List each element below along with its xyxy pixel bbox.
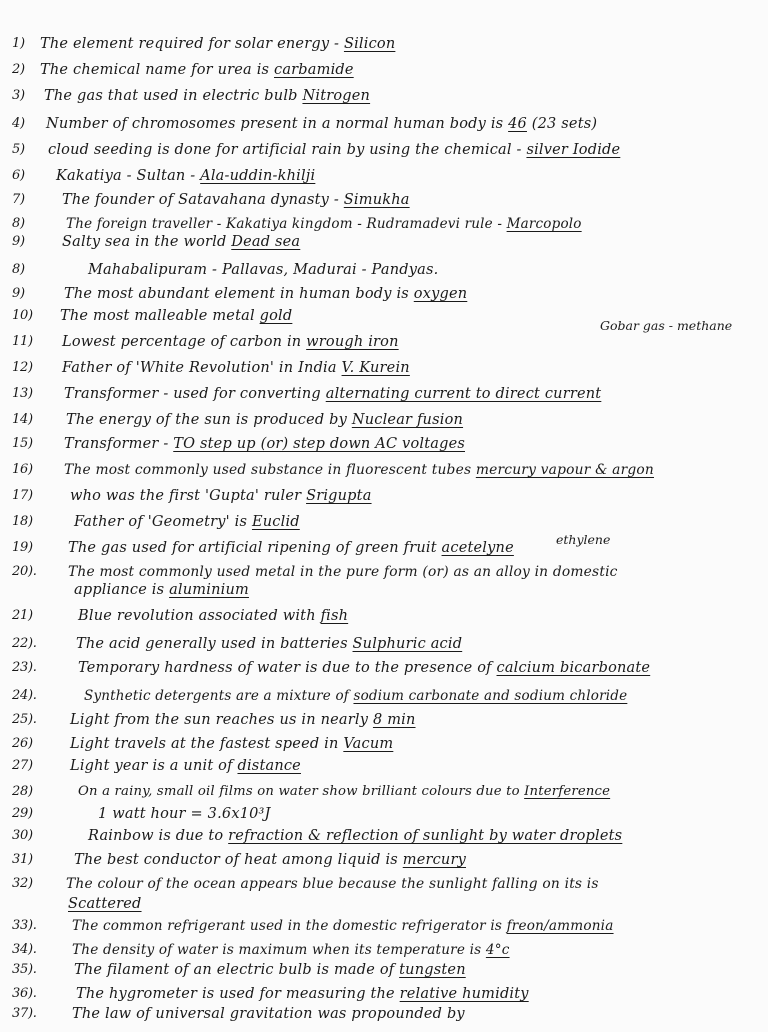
item-answer: wrough iron (306, 334, 399, 350)
list-item (0, 852, 768, 878)
item-number: 16) (12, 462, 33, 477)
list-item (0, 636, 768, 662)
item-text: The filament of an electric bulb is made of tungsten (74, 962, 466, 978)
item-number: 6) (12, 168, 25, 183)
item-text: The energy of the sun is produced by Nuclear fusion (66, 412, 464, 428)
item-number: 17) (12, 488, 33, 503)
margin-note-gobar: Gobar gas - methane (600, 318, 733, 333)
item-answer: Dead sea (231, 234, 301, 250)
item-number: 25). (12, 712, 37, 727)
list-item (0, 462, 768, 488)
item-answer: freon/ammonia (506, 918, 614, 934)
item-text: Transformer - TO step up (or) step down AC voltages (64, 436, 465, 452)
list-item (0, 62, 768, 88)
list-item (0, 192, 768, 218)
item-text: The gas that used in electric bulb Nitrogen (44, 88, 371, 104)
item-number: 8) (12, 262, 25, 277)
item-answer: distance (237, 758, 301, 774)
item-number: 5) (12, 142, 25, 157)
item-answer: Nitrogen (302, 88, 371, 104)
list-item (0, 360, 768, 386)
list-item (0, 36, 768, 62)
item-answer: Sulphuric acid (352, 636, 463, 652)
item-number: 33). (12, 918, 37, 933)
list-item (0, 386, 768, 412)
item-answer: Interference (524, 784, 611, 799)
item-text: Synthetic detergents are a mixture of sodium carbonate and sodium chloride (84, 688, 628, 704)
margin-note-ethylene: ethylene (556, 532, 611, 547)
item-text: The law of universal gravitation was propounded by (72, 1006, 465, 1022)
item-text: Temporary hardness of water is due to the presence of calcium bicarbonate (78, 660, 651, 676)
item-number: 36). (12, 986, 37, 1001)
item-text: The most abundant element in human body is oxygen (64, 286, 468, 302)
list-item (0, 828, 768, 854)
item-answer: Simukha (343, 192, 410, 208)
item-number: 21) (12, 608, 33, 623)
item-number: 29) (12, 806, 33, 821)
list-item (0, 88, 768, 114)
item-text (68, 896, 142, 912)
list-item (0, 540, 768, 566)
item-answer: Ala-uddin-khilji (200, 168, 316, 184)
item-answer: carbamide (274, 62, 354, 78)
item-answer: 46 (508, 116, 527, 132)
item-text: Kakatiya - Sultan - Ala-uddin-khilji (56, 168, 316, 184)
list-item (0, 436, 768, 462)
item-answer: acetelyne (441, 540, 514, 556)
item-text: cloud seeding is done for artificial rain by using the chemical - silver Iodide (48, 142, 621, 158)
item-number: 1) (12, 36, 25, 51)
list-item (0, 234, 768, 260)
item-number: 28) (12, 784, 33, 799)
list-item (0, 712, 768, 738)
item-text: The most commonly used substance in fluorescent tubes mercury vapour & argon (64, 462, 654, 478)
item-answer: oxygen (413, 286, 468, 302)
item-number: 27) (12, 758, 33, 773)
list-item (0, 142, 768, 168)
item-answer: Euclid (251, 514, 300, 530)
item-number: 14) (12, 412, 33, 427)
item-text: Light travels at the fastest speed in Vacum (70, 736, 394, 752)
item-text: Lowest percentage of carbon in wrough iron (62, 334, 399, 350)
item-text: Number of chromosomes present in a normal human body is 46 (23 sets) (46, 116, 598, 132)
item-text: Mahabalipuram - Pallavas, Madurai - Pandyas. (88, 262, 439, 278)
item-text: The chemical name for urea is carbamide (40, 62, 354, 78)
item-answer: refraction & reflection of sunlight by water droplets (228, 828, 623, 844)
item-number: 2) (12, 62, 25, 77)
item-number: 26) (12, 736, 33, 751)
list-item (0, 116, 768, 142)
item-answer: Sriguptа (306, 488, 372, 504)
list-item (0, 962, 768, 988)
item-number: 13) (12, 386, 33, 401)
item-number: 23). (12, 660, 37, 675)
item-number: 12) (12, 360, 33, 375)
item-text: The founder of Satavahana dynasty - Simukha (62, 192, 410, 208)
list-item (0, 1006, 768, 1032)
item-text: The most commonly used metal in the pure form (or) as an alloy in domestic (68, 564, 618, 580)
list-item (0, 488, 768, 514)
item-answer: relative humidity (399, 986, 529, 1002)
item-text: Light year is a unit of distance (70, 758, 301, 774)
item-answer: sodium carbonate and sodium chloride (353, 688, 628, 704)
item-answer: Scattered (68, 896, 142, 912)
item-answer: fish (320, 608, 349, 624)
list-item (0, 262, 768, 288)
item-answer: tungsten (399, 962, 466, 978)
item-text: The colour of the ocean appears blue because the sunlight falling on its is (66, 876, 599, 892)
list-item (0, 758, 768, 784)
item-text: The common refrigerant used in the domestic refrigerator is freon/ammonia (72, 918, 614, 934)
item-answer: Silicon (343, 36, 396, 52)
item-answer: Marcopolo (506, 216, 582, 232)
item-number: 15) (12, 436, 33, 451)
item-number: 3) (12, 88, 25, 103)
item-number: 32) (12, 876, 33, 891)
item-answer: silver Iodide (526, 142, 621, 158)
item-text: Transformer - used for converting alternating current to direct current (64, 386, 602, 402)
list-item (0, 660, 768, 686)
item-text: The element required for solar energy - Silicon (40, 36, 396, 52)
item-answer: gold (259, 308, 293, 324)
item-text: The density of water is maximum when its temperature is 4°c (72, 942, 510, 958)
item-number: 8) (12, 216, 25, 231)
item-answer: TO step up (or) step down AC voltages (173, 436, 465, 452)
list-item (0, 412, 768, 438)
item-number: 7) (12, 192, 25, 207)
item-answer: 4°c (485, 942, 510, 958)
item-number: 11) (12, 334, 33, 349)
list-item (0, 334, 768, 360)
item-number: 20). (12, 564, 37, 579)
item-text: Salty sea in the world Dead sea (62, 234, 301, 250)
item-answer: mercury (402, 852, 466, 868)
item-number: 9) (12, 286, 25, 301)
item-text: On a rainy, small oil films on water show brilliant colours due to Interference (78, 784, 611, 799)
item-text: The most malleable metal gold (60, 308, 293, 324)
item-number: 4) (12, 116, 25, 131)
item-number: 24). (12, 688, 37, 703)
list-item (0, 514, 768, 540)
item-number: 10) (12, 308, 33, 323)
item-answer: mercury vapour & argon (475, 462, 654, 478)
item-text: The foreign traveller - Kakatiya kingdom - Rudramadevi rule - Marcopolo (66, 216, 582, 232)
item-text: Father of 'White Revolution' in India V. Kurein (62, 360, 410, 376)
item-number: 35). (12, 962, 37, 977)
item-number: 34). (12, 942, 37, 957)
item-number: 31) (12, 852, 33, 867)
list-item (0, 918, 768, 944)
item-text: Father of 'Geometry' is Euclid (74, 514, 300, 530)
item-text: Rainbow is due to refraction & reflection of sunlight by water droplets (88, 828, 623, 844)
list-item (0, 688, 768, 714)
list-item (0, 582, 768, 608)
item-answer: alternating current to direct current (325, 386, 602, 402)
item-answer: Vacum (343, 736, 394, 752)
list-item (0, 608, 768, 634)
item-text: The best conductor of heat among liquid is mercury (74, 852, 466, 868)
item-answer: Nuclear fusion (351, 412, 464, 428)
list-item (0, 168, 768, 194)
item-number: 19) (12, 540, 33, 555)
item-answer: calcium bicarbonate (496, 660, 651, 676)
item-text: The acid generally used in batteries Sulphuric acid (76, 636, 463, 652)
item-text: appliance is aluminium (74, 582, 249, 598)
item-text: 1 watt hour = 3.6x10³J (98, 806, 271, 822)
item-text: who was the first 'Gupta' ruler Sriguptа (70, 488, 372, 504)
item-answer: aluminium (169, 582, 249, 598)
item-number: 37). (12, 1006, 37, 1021)
item-number: 22). (12, 636, 37, 651)
item-answer: 8 min (372, 712, 416, 728)
item-text: Blue revolution associated with fish (78, 608, 349, 624)
item-text: Light from the sun reaches us in nearly 8 min (70, 712, 416, 728)
item-number: 18) (12, 514, 33, 529)
item-answer: V. Kurein (341, 360, 410, 376)
item-text: The hygrometer is used for measuring the relative humidity (76, 986, 529, 1002)
item-text: The gas used for artificial ripening of green fruit acetelyne (68, 540, 514, 556)
item-number: 30) (12, 828, 33, 843)
item-number: 9) (12, 234, 25, 249)
